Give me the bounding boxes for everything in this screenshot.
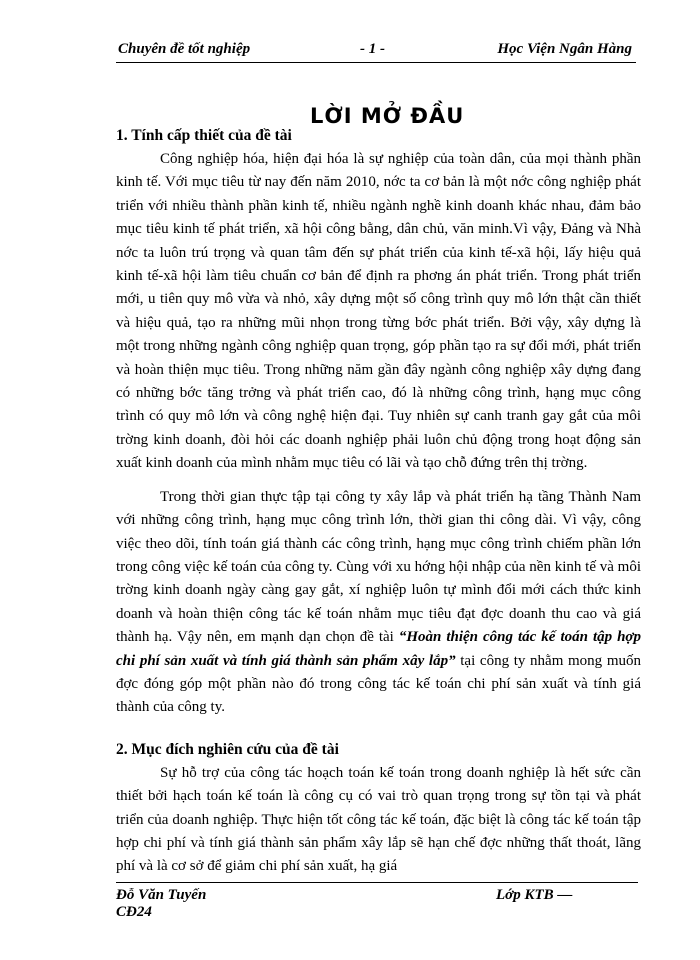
page-header: [116, 40, 636, 63]
header-document-type: Chuyên đề tốt nghiệp: [118, 41, 251, 57]
footer-class-label: Lớp KTB —: [496, 887, 573, 903]
header-page-number: - 1 -: [360, 41, 385, 57]
footer-class-code: CĐ24: [116, 904, 152, 920]
page-title: LỜI MỞ ĐẦU: [310, 104, 465, 128]
footer-author: Đỗ Văn Tuyến: [116, 887, 207, 903]
section-1-paragraph-2: [116, 486, 641, 720]
section-2-heading: 2. Mục đích nghiên cứu của đề tài: [116, 740, 339, 758]
page-footer: [116, 882, 638, 920]
paragraph-2-text-start: Trong thời gian thực tập tại công ty xây lắp và phát triển hạ tầng Thành Nam với những công trình, hạng mục công trình lớn, thời gian thi công dài. Vì vậy, công việc theo dõi, tính toán giá thành các công trình, hạng mục công trình chiếm phần lớn trong công việc kế toán của công ty. Cùng với xu hớng hội nhập của nền kinh tế và môi trờng kinh doanh ngày càng gay gắt, xí nghiệp luôn tự mình đổi mới cách thức kinh doanh và hoàn thiện công tác kế toán nhằm mục tiêu đạt đợc doanh thu cao và giá thành hạ. Vậy nên, em mạnh dạn chọn đề tài: [116, 488, 641, 646]
section-1-paragraph-1: Công nghiệp hóa, hiện đại hóa là sự nghiệp của toàn dân, của mọi thành phần kinh tế. Với mục tiêu từ nay đến năm 2010, nớc ta cơ bản là một nớc công nghiệp phát triển với nhiều thành phần kinh tế, nhiều ngành nghề kinh doanh khác nhau, đảm bảo mục tiêu kinh tế phát triển, xã hội công bằng, dân chủ, văn minh.Vì vậy, Đảng và Nhà nớc ta luôn trú trọng và quan tâm đến sự phát triển của kinh tế-xã hội, lấy hiệu quả kinh tế-xã hội làm tiêu chuẩn cơ bản để định ra phơng án phát triển. Trong phát triển mới, u tiên quy mô vừa và nhỏ, xây dựng một số công trình quy mô lớn thật cần thiết và hiệu quả, tạo ra những mũi nhọn trong từng bớc phát triển. Bởi vậy, xây dựng là một trong những ngành công nghiệp quan trọng, góp phần tạo ra sự đổi mới, phát triển và hoàn thiện mục tiêu. Trong những năm gần đây ngành công nghiệp xây dựng đang có những bớc tăng trởng và phát triển cao, đó là những công trình, hạng mục công trình có quy mô lớn và công nghệ hiện đại. Tuy nhiên sự canh tranh gay gắt của môi trờng kinh doanh, đòi hỏi các doanh nghiệp phải luôn chủ động trong hoạt động sản xuất kinh doanh của mình nhằm mục tiêu có lãi và tạo chỗ đứng trên thị trờng.: [116, 151, 641, 472]
header-institution: Học Viện Ngân Hàng: [497, 41, 632, 57]
section-2-paragraph-1: Sự hỗ trợ của công tác hoạch toán kế toán trong doanh nghiệp là hết sức cần thiết bởi hạch toán kế toán là công cụ có vai trò quan trọng trong sự tồn tại và phát triển của doanh nghiệp. Thực hiện tốt công tác kế toán, đặc biệt là công tác kế toán tập hợp chi phí và tính giá thành sản phẩm xây lắp sẽ hạn chế đợc những thất thoát, lãng phí và là cơ sở để giảm chi phí sản xuất, hạ giá: [116, 764, 641, 875]
paragraph-2-text-end: tại công ty nhằm mong muốn đợc đóng góp một phần nào đó trong công tác kế toán chi phí sản xuất và tính giá thành của công ty.: [116, 652, 642, 716]
document-body: [116, 124, 641, 879]
section-1-heading: 1. Tính cấp thiết của đề tài: [116, 127, 292, 144]
thesis-topic-title: “Hoàn thiện công tác kế toán tập hợp chi phí sản xuất và tính giá thành sản phẩm xây lắp”: [116, 629, 641, 669]
